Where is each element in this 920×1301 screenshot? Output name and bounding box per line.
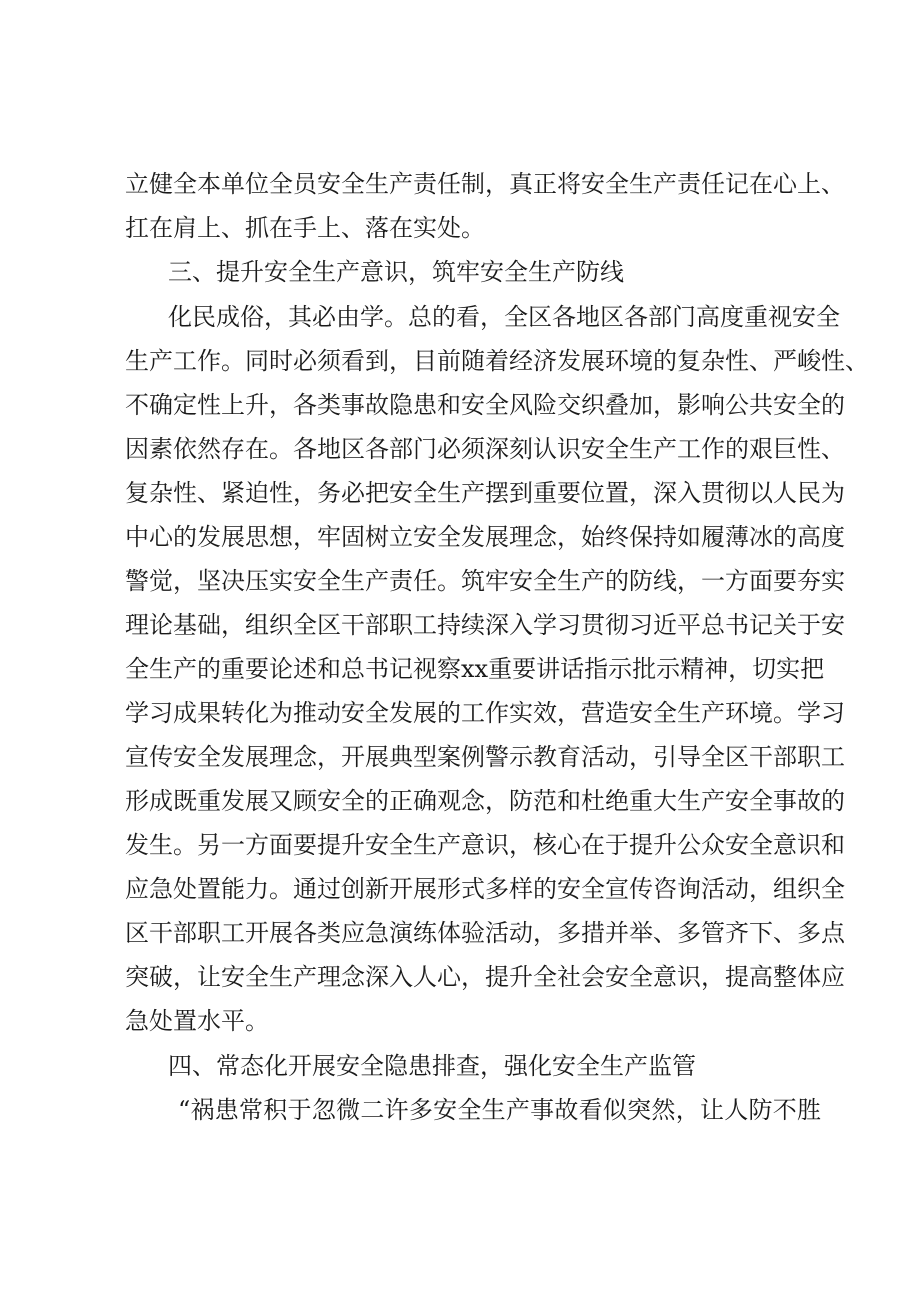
paragraph-line: 发生。另一方面要提升安全生产意识，核心在于提升公众安全意识和 (125, 831, 845, 859)
paragraph-line: 学习成果转化为推动安全发展的工作实效，营造安全生产环境。学习 (125, 699, 845, 727)
paragraph-line: 不确定性上升，各类事故隐患和安全风险交织叠加，影响公共安全的 (125, 391, 845, 419)
paragraph-line: 应急处置能力。通过创新开展形式多样的安全宣传咨询活动，组织全 (125, 875, 845, 903)
paragraph-line: 宣传安全发展理念，开展典型案例警示教育活动，引导全区干部职工 (125, 743, 845, 771)
paragraph-line: 化民成俗，其必由学。总的看，全区各地区各部门高度重视安全 (168, 303, 840, 331)
paragraph-line: 突破，让安全生产理念深入人心，提升全社会安全意识，提高整体应 (125, 963, 845, 991)
paragraph-line: “祸患常积于忽微二许多安全生产事故看似突然，让人防不胜 (178, 1096, 821, 1124)
paragraph-line: 警觉，坚决压实安全生产责任。筑牢安全生产的防线，一方面要夯实 (125, 567, 845, 595)
section-heading-4: 四、常态化开展安全隐患排查，强化安全生产监管 (168, 1052, 696, 1080)
paragraph-line: 生产工作。同时必须看到，目前随着经济发展环境的复杂性、严峻性、 (125, 347, 869, 375)
paragraph-line: 全生产的重要论述和总书记视察xx重要讲话指示批示精神，切实把 (125, 655, 825, 683)
paragraph-line: 理论基础，组织全区干部职工持续深入学习贯彻习近平总书记关于安 (125, 611, 845, 639)
paragraph-line: 复杂性、紧迫性，务必把安全生产摆到重要位置，深入贯彻以人民为 (125, 479, 845, 507)
paragraph-line: 扛在肩上、抓在手上、落在实处。 (125, 214, 485, 242)
paragraph-line: 区干部职工开展各类应急演练体验活动，多措并举、多管齐下、多点 (125, 919, 845, 947)
paragraph-line: 因素依然存在。各地区各部门必须深刻认识安全生产工作的艰巨性、 (125, 435, 845, 463)
paragraph-line: 中心的发展思想，牢固树立安全发展理念，始终保持如履薄冰的高度 (125, 523, 845, 551)
section-heading-3: 三、提升安全生产意识，筑牢安全生产防线 (168, 258, 624, 286)
paragraph-line: 形成既重发展又顾安全的正确观念，防范和杜绝重大生产安全事故的 (125, 787, 845, 815)
paragraph-line: 立健全本单位全员安全生产责任制，真正将安全生产责任记在心上、 (125, 170, 845, 198)
paragraph-line: 急处置水平。 (125, 1007, 269, 1035)
